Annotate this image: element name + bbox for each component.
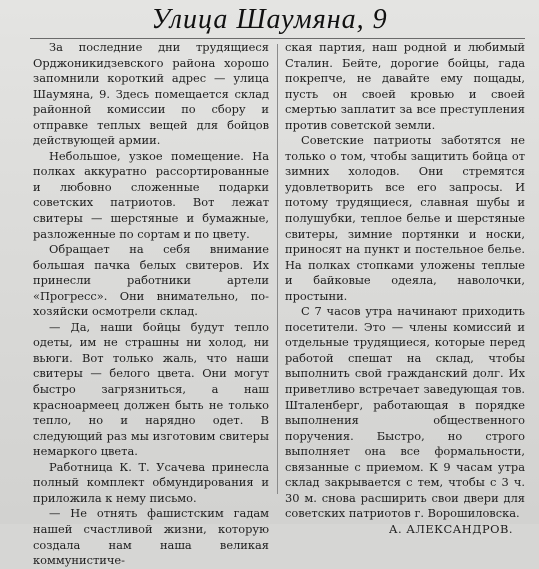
headline-rule [30,38,525,39]
paragraph: Небольшое, узкое помещение. На полках аккуратно рассортированные и любовно сложенные подарки советских патриотов. Вот лежат свитеры — шерстяные и бумажные, разложенные по сортам и по цвету. [33,148,269,241]
column-divider [277,44,278,494]
article-headline: Улица Шаумяна, 9 [151,4,388,35]
paragraph: Обращает на себя внимание большая пачка белых свитеров. Их принесли работники артели «Прогресс». Они внимательно, по-хозяйски осмотрели склад. [33,242,269,319]
author-signature: А. АЛЕКСАНДРОВ. [388,521,513,536]
right-column [285,40,525,538]
paragraph-continuation: ская партия, наш родной и любимый Сталин. Бейте, дорогие бойцы, гада покрепче, не давайте ему пощады, пусть он своей кровью и своей смертью заплатит за все преступления против советской земли. [285,40,525,132]
left-column [33,40,269,569]
paragraph: Работница К. Т. Усачева принесла полный комплект обмундирования и приложила к нему письмо. [33,459,269,505]
paragraph: Советские патриоты заботятся не только о том, чтобы защитить бойца от зимних холодов. Они стремятся удовлетворить все его запросы. И потому трудящиеся, славная шубы и полушубки, теплое белье и шерстяные свитеры, зимние портянки и носки, приносят на пункт и постельное белье. На полках стопками уложены теплые и байковые одеяла, наволочки, простыни. [285,133,525,303]
paragraph: За последние дни трудящиеся Орджоникидзевского района хорошо запомнили короткий адрес — улица Шаумяна, 9. Здесь помещается склад районной комиссии по сбору и отправке теплых вещей для бойцов действующей армии. [33,40,269,148]
paragraph: С 7 часов утра начинают приходить посетители. Это — члены комиссий и отдельные трудящиеся, которые перед работой спешат на склад, чтобы выполнить свой гражданский долг. Их приветливо встречает заведующая тов. Шталенберг, работающая в порядке выполнения общественного поручения. Быстро, но строго выполняет она все формальности, связанные с приемом. К 9 часам утра склад закрывается с тем, чтобы с 3 ч. 30 м. снова расширить свои двери для советских патриотов г. Ворошиловска. [285,304,525,521]
paragraph: — Не отнять фашистским гадам нашей счастливой жизни, которую создала нам наша великая коммунистиче- [33,506,269,568]
paragraph: — Да, наши бойцы будут тепло одеты, им не страшны ни холод, ни вьюги. Вот только жаль, что наши свитеры — белого цвета. Они могут быстро загрязниться, а наш красноармеец должен быть не только тепло, но и нарядно одет. В следующий раз мы изготовим свитеры немаркого цвета. [33,319,269,459]
